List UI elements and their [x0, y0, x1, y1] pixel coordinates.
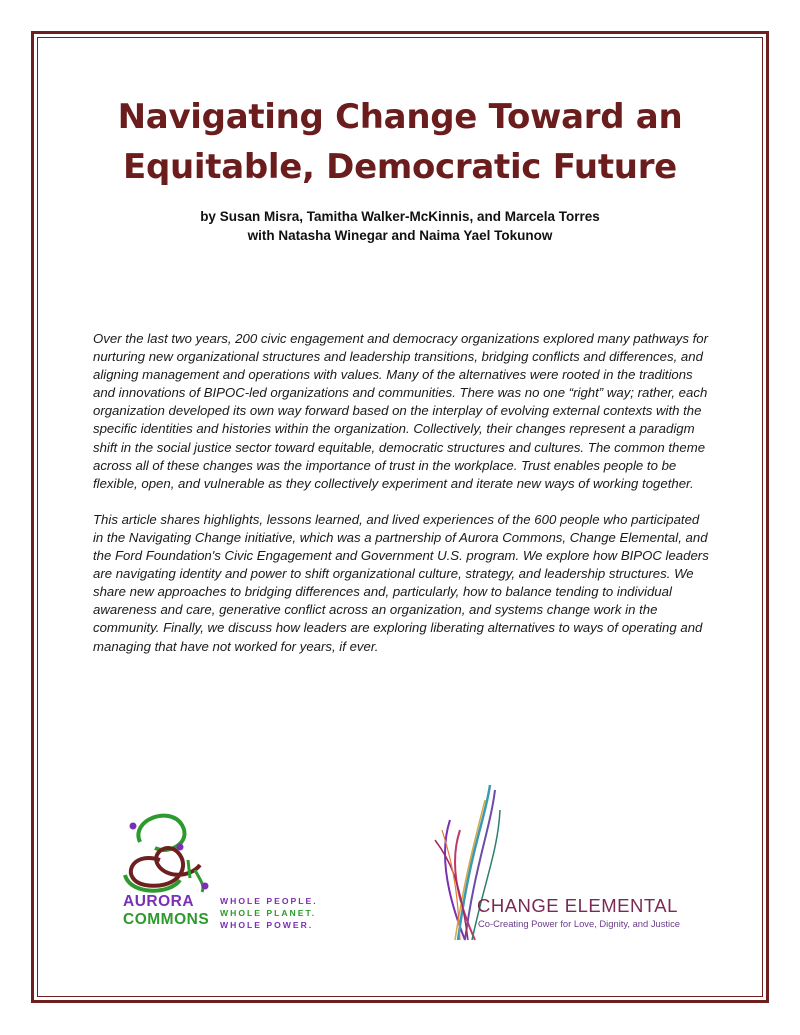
abstract-paragraph-2: This article shares highlights, lessons learned, and lived experiences of the 600 people who participated in the Navigating Change initiative, which was a partnership of Aurora Commons, Change Elemental, and the Ford Foundation's Civic Engagement and Government U.S. program. We explore how BIPOC leaders are navigating identity and power to shift organizational culture, strategy, and leadership structures. We share new approaches to bridging differences and, particularly, how to balance tending to individual awareness and care, generative conflict across an organization, and systems change work in the community. Finally, we discuss how leaders are exploring liberating alternatives to ways of operating and managing that have not worked for years, if ever. [93, 511, 709, 654]
authors-line-1: by Susan Misra, Tamitha Walker-McKinnis, and Marcela Torres [200, 209, 600, 224]
aurora-tagline [220, 895, 318, 931]
aurora-wordmark-2: COMMONS [123, 911, 210, 928]
aurora-tagline-3: WHOLE POWER. [220, 920, 314, 930]
aurora-wordmark-1: AURORA [123, 893, 195, 910]
abstract-body [93, 330, 713, 674]
change-elemental-wordmark: CHANGE ELEMENTAL [477, 895, 678, 916]
authors-line-2: with Natasha Winegar and Naima Yael Tokunow [247, 228, 553, 243]
document-title [60, 92, 740, 192]
title-line-1: Navigating Change Toward an [117, 97, 683, 137]
change-elemental-tagline: Co-Creating Power for Love, Dignity, and Justice [478, 918, 681, 929]
abstract-paragraph-1: Over the last two years, 200 civic engagement and democracy organizations explored many pathways for nurturing new organizational structures and leadership transitions, bridging conflicts and differences, and aligning management and operations with values. Many of the alternatives were rooted in the traditions and innovations of BIPOC-led organizations and communities. There was no one “right” way; rather, each organization developed its own way forward based on the interplay of evolving external contexts with the specific identities and histories within the organization. Collectively, their changes represent a paradigm shift in the social justice sector toward equitable, democratic structures and cultures. The common theme across all of these changes was the importance of trust in the workplace. Trust enables people to be flexible, open, and vulnerable as they collectively experiment and iterate new ways of working together. [93, 331, 709, 491]
title-line-2: Equitable, Democratic Future [123, 147, 677, 187]
aurora-tagline-2: WHOLE PLANET. [220, 908, 317, 918]
author-byline [60, 207, 740, 245]
aurora-tagline-1: WHOLE PEOPLE. [220, 896, 318, 906]
